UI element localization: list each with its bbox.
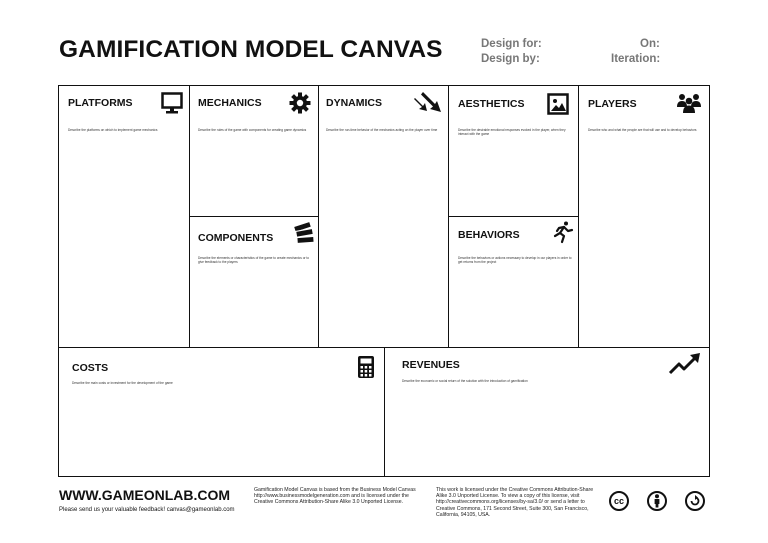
person-glyph xyxy=(652,494,662,508)
cc-label: cc xyxy=(613,496,624,506)
divider xyxy=(448,216,579,217)
costs-title: COSTS xyxy=(72,362,109,374)
aesthetics-description: Describe the desirable emotional responses evoked in the player, when they interact with the game xyxy=(458,128,566,136)
canvas-grid xyxy=(58,85,710,477)
players-title: PLAYERS xyxy=(588,98,637,110)
picture-icon xyxy=(547,93,569,115)
license-note: This work is licensed under the Creative Commons Attribution-Share Alike 3.0 Unported License. To view a copy of this license, visit http://creativecommons.org/licenses/by-sa/3.0/ or send a letter to Creative Commons, 171 Second Street, Suite 300, San Francisco, California, 94105, USA. xyxy=(436,487,594,518)
divider xyxy=(384,347,385,476)
components-title: COMPONENTS xyxy=(198,232,274,244)
divider xyxy=(189,86,190,348)
aesthetics-title: AESTHETICS xyxy=(458,98,525,110)
attribution-icon xyxy=(647,491,667,511)
dynamics-title: DYNAMICS xyxy=(326,97,383,109)
calculator-icon xyxy=(357,355,375,379)
cc-icon xyxy=(609,491,629,511)
mechanics-description: Describe the rules of the game with components for creating game dynamics xyxy=(198,128,307,132)
behaviors-description: Describe the behaviors or actions necessary to develop in our players in order to get returns from the project xyxy=(458,256,572,264)
divider xyxy=(189,216,319,217)
components-description: Describe the elements or characteristics of the game to create mechanics or to give feedback to the players xyxy=(198,256,310,264)
costs-description: Describe the main costs or investment for the development of the game xyxy=(72,381,173,385)
monitor-icon xyxy=(161,92,183,114)
divider xyxy=(578,86,579,348)
design-for-label: Design for: xyxy=(481,38,542,50)
mechanics-title: MECHANICS xyxy=(198,97,262,109)
platforms-description: Describe the platforms on which to implement game mechanics xyxy=(68,128,158,132)
site-link[interactable]: WWW.GAMEONLAB.COM xyxy=(59,487,231,503)
behaviors-title: BEHAVIORS xyxy=(458,229,520,241)
revenues-description: Describe the economic or social return of the solution with the introduction of gamification xyxy=(402,379,528,383)
divider xyxy=(448,86,449,348)
arrows-icon xyxy=(413,90,443,114)
design-by-label: Design by: xyxy=(481,53,540,65)
runner-icon xyxy=(551,220,575,244)
based-on-note: Gamification Model Canvas is based from the Business Model Canvas http://www.businessmodelgeneration.com and is licensed under the Creative Commons Attribution-Share Alike 3.0 Unported License. xyxy=(254,487,416,506)
on-label: On: xyxy=(640,38,660,50)
dynamics-description: Describe the run-time behavior of the mechanics acting on the player over time xyxy=(326,128,438,132)
share-alike-icon xyxy=(685,491,705,511)
share-alike-glyph xyxy=(689,495,701,507)
players-description: Describe who and what the people are that will use and to develop behaviors xyxy=(588,128,697,132)
trend-up-icon xyxy=(668,352,702,376)
divider xyxy=(318,86,319,348)
iteration-label: Iteration: xyxy=(611,53,661,65)
gear-icon xyxy=(289,92,311,114)
platforms-title: PLATFORMS xyxy=(68,97,133,109)
cards-icon xyxy=(291,221,317,247)
revenues-title: REVENUES xyxy=(402,359,460,371)
people-icon xyxy=(676,92,702,114)
page-title: GAMIFICATION MODEL CANVAS xyxy=(59,36,443,63)
feedback-note: Please send us your valuable feedback! canvas@gameonlab.com xyxy=(59,507,235,513)
